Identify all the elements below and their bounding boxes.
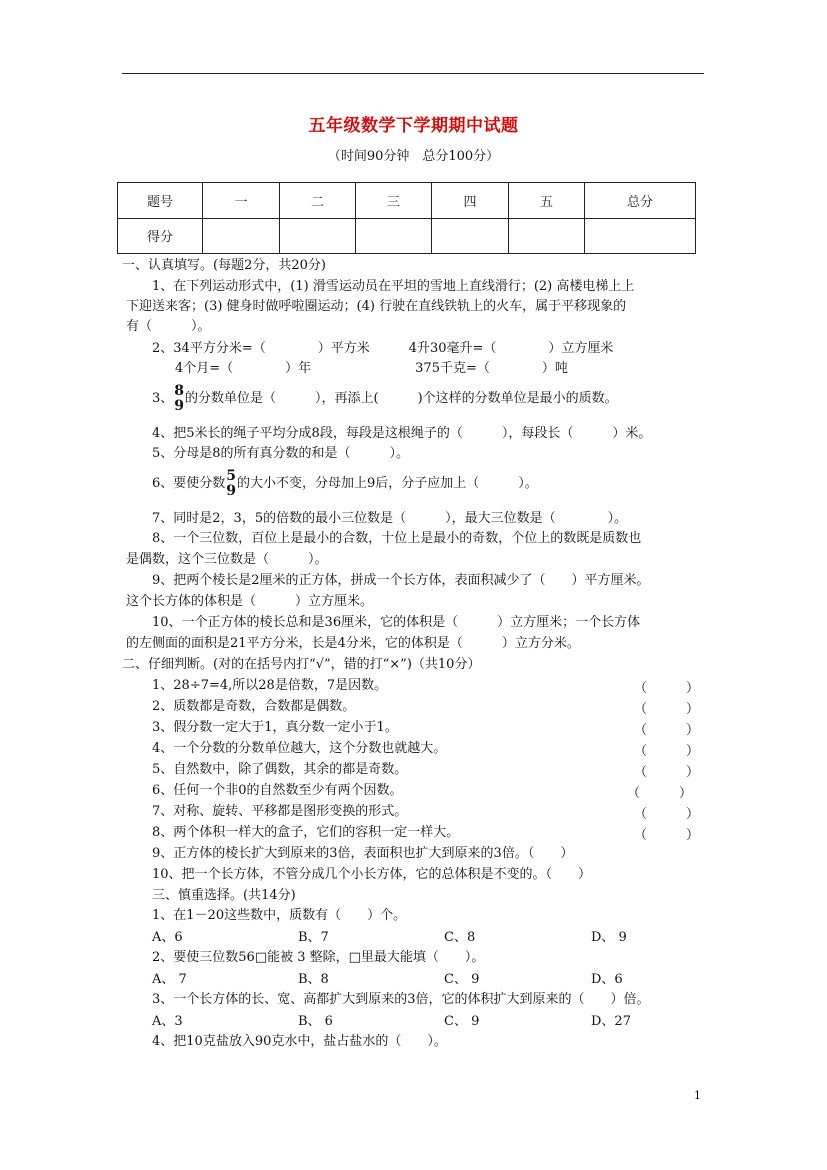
score-cell[interactable] — [585, 218, 696, 254]
judge-item: 3、假分数一定大于1，真分数一定小于1。 — [152, 720, 398, 735]
question-line: 4、把5米长的绳子平均分成8段，每段是这根绳子的（ ），每段长（ ）米。 — [152, 426, 652, 441]
section-heading: 一、认真填写。(每题2分，共20分) — [122, 258, 326, 273]
question-line: 3、一个长方体的长、宽、高都扩大到原来的3倍，它的体积扩大到原来的（ ）倍。 — [152, 992, 650, 1007]
option-a[interactable]: A、3 — [152, 1014, 183, 1029]
option-b[interactable]: B、8 — [298, 972, 329, 987]
question-line: 下迎送来客；(3) 健身时做呼啦圈运动；(4) 行驶在直线铁轨上的火车，属于平移现象的 — [126, 299, 627, 314]
question-line: 10、一个正方体的棱长总和是36厘米，它的体积是（ ）立方厘米；一个长方体 — [152, 615, 641, 630]
fraction — [174, 384, 184, 414]
answer-paren[interactable]: （ ） — [634, 828, 700, 843]
question-line: 9、把两个棱长是2厘米的正方体，拼成一个长方体，表面积减少了（ ）平方厘米。 — [152, 573, 650, 588]
answer-paren[interactable]: （ ） — [634, 702, 700, 717]
judge-item: 1、28÷7=4,所以28是倍数，7是因数。 — [152, 678, 388, 693]
answer-paren[interactable]: （ ） — [634, 807, 700, 822]
question-line: 5、分母是8的所有真分数的和是（ ）。 — [152, 446, 410, 461]
table-cell: 三 — [356, 183, 432, 219]
score-cell[interactable] — [509, 218, 585, 254]
option-c[interactable]: C、 9 — [444, 1014, 480, 1029]
table-cell: 二 — [280, 183, 356, 219]
question-line — [152, 467, 538, 501]
option-b[interactable]: B、7 — [298, 930, 329, 945]
answer-paren[interactable]: （ ） — [627, 786, 693, 801]
header-rule — [122, 73, 704, 74]
judge-item: 9、正方体的棱长扩大到原来的3倍，表面积也扩大到原来的3倍。（ ） — [152, 846, 574, 861]
question-line: 2、要使三位数56□能被 3 整除，□里最大能填（ ）。 — [152, 950, 485, 965]
option-b[interactable]: B、 6 — [298, 1014, 333, 1029]
option-a[interactable]: A、6 — [152, 930, 183, 945]
answer-paren[interactable]: （ ） — [634, 744, 700, 759]
question-line: 是偶数，这个三位数是（ ）。 — [126, 552, 328, 567]
table-cell: 得分 — [118, 218, 203, 254]
question-line: 4个月=（ ）年 375千克=（ ）吨 — [175, 361, 568, 376]
question-text: 6、要使分数 — [152, 476, 226, 491]
score-cell[interactable] — [356, 218, 432, 254]
table-cell: 四 — [432, 183, 509, 219]
fraction-numerator: 5 — [226, 467, 237, 484]
question-line: 有（ ）。 — [126, 319, 211, 334]
page-title: 五年级数学下学期期中试题 — [308, 116, 519, 136]
question-line — [152, 382, 618, 416]
answer-paren[interactable]: （ ） — [634, 723, 700, 738]
fraction — [226, 469, 236, 499]
option-d[interactable]: D、 9 — [591, 930, 627, 945]
question-line: 4、把10克盐放入90克水中，盐占盐水的（ ）。 — [152, 1034, 447, 1049]
section-heading: 三、慎重选择。(共14分) — [152, 888, 296, 903]
answer-paren[interactable]: （ ） — [634, 681, 700, 696]
score-cell[interactable] — [280, 218, 356, 254]
table-row — [118, 183, 696, 219]
judge-item: 7、对称、旋转、平移都是图形变换的形式。 — [152, 804, 408, 819]
question-line: 的左侧面的面积是21平方分米，长是4分米，它的体积是（ ）立方分米。 — [126, 636, 580, 651]
option-c[interactable]: C、8 — [444, 930, 476, 945]
option-d[interactable]: D、27 — [591, 1014, 631, 1029]
judge-item: 2、质数都是奇数，合数都是偶数。 — [152, 699, 356, 714]
table-row — [118, 218, 696, 254]
table-cell: 总分 — [585, 183, 696, 219]
score-table — [117, 182, 696, 254]
judge-item: 10、把一个长方体，不管分成几个小长方体，它的总体积是不变的。（ ） — [152, 867, 592, 882]
question-text: 的大小不变，分母加上9后，分子应加上（ ）。 — [237, 476, 538, 491]
table-cell: 题号 — [118, 183, 203, 219]
judge-item: 6、任何一个非0的自然数至少有两个因数。 — [152, 783, 403, 798]
option-a[interactable]: A、 7 — [152, 972, 187, 987]
answer-paren[interactable]: （ ） — [634, 765, 700, 780]
judge-item: 4、一个分数的分数单位越大，这个分数也就越大。 — [152, 741, 447, 756]
table-cell: 五 — [509, 183, 585, 219]
page-number: 1 — [694, 1089, 701, 1102]
question-line: 8、一个三位数，百位上是最小的合数，十位上是最小的奇数，个位上的数既是质数也 — [152, 531, 642, 546]
fraction-numerator: 8 — [174, 382, 185, 399]
question-line: 这个长方体的体积是（ ）立方厘米。 — [126, 594, 374, 609]
question-number: 3、 — [152, 391, 174, 406]
question-line: 1、在1－20这些数中，质数有（ ）个。 — [152, 908, 407, 923]
question-line: 7、同时是2，3，5的倍数的最小三位数是（ ），最大三位数是（ ）。 — [152, 511, 628, 526]
question-line: 2、34平方分米=（ ）平方米 4升30毫升=（ ）立方厘米 — [152, 341, 614, 356]
question-line: 1、在下列运动形式中，(1) 滑雪运动员在平坦的雪地上直线滑行；(2) 高楼电梯上上 — [152, 279, 635, 294]
fraction-denominator: 9 — [174, 397, 185, 414]
score-cell[interactable] — [432, 218, 509, 254]
judge-item: 5、自然数中，除了偶数，其余的都是奇数。 — [152, 762, 408, 777]
question-text: 的分数单位是（ ），再添上( )个这样的分数单位是最小的质数。 — [185, 391, 618, 406]
option-c[interactable]: C、 9 — [444, 972, 480, 987]
table-cell: 一 — [203, 183, 280, 219]
exam-info: （时间90分钟 总分100分） — [327, 149, 500, 164]
score-cell[interactable] — [203, 218, 280, 254]
section-heading: 二、仔细判断。(对的在括号内打“√”，错的打“×”)（共10分） — [122, 657, 481, 672]
option-d[interactable]: D、6 — [591, 972, 623, 987]
judge-item: 8、两个体积一样大的盒子，它们的容积一定一样大。 — [152, 825, 460, 840]
fraction-denominator: 9 — [226, 482, 237, 499]
